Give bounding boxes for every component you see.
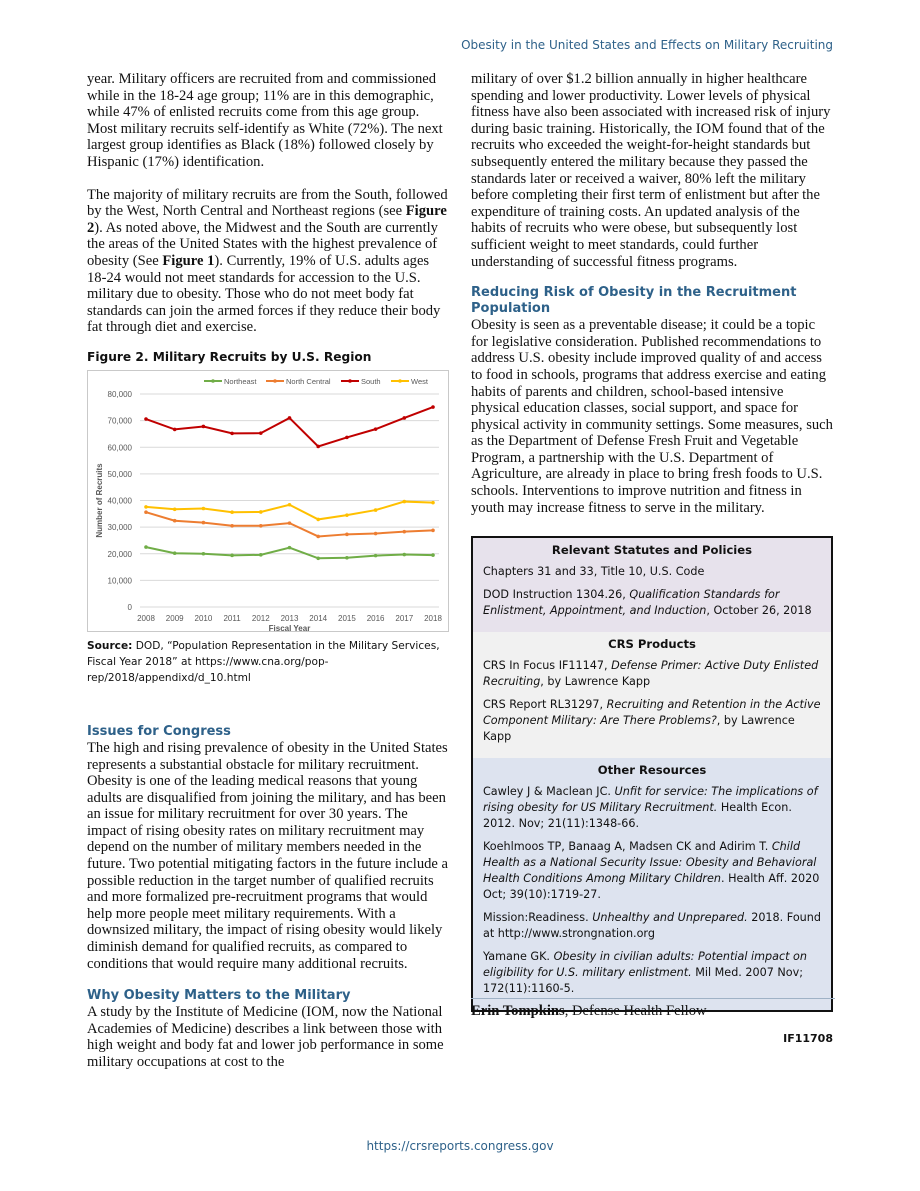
data-point — [144, 510, 148, 514]
legend-label: North Central — [286, 376, 331, 386]
statutes-section — [473, 538, 831, 632]
footer-url: https://crsreports.congress.gov — [366, 1139, 554, 1153]
data-point — [259, 524, 263, 528]
y-tick-label: 10,000 — [107, 576, 132, 586]
figure-ref: Figure 2 — [87, 203, 447, 236]
x-tick-label: 2017 — [395, 613, 414, 623]
paragraph: Obesity is seen as a preventable disease; it could be a topic for legislative consideration. Published recommendations to address U.S. obesity include improved quality of and access to food in schools, programs that address exercise and eating habits of parents and children, school-based intensive physical education classes, social support, and space for physical activity in community settings. Some measures, such as the Department of Defense Fresh Fruit and Vegetable Program, a partnership with the U.S. Department of Agriculture, are already in place to bring fresh foods to U.S. schools. Interventions to improve nutrition and fitness in youth may increase fitness to serve in the military. — [471, 317, 833, 516]
text: Mission:Readiness. — [483, 911, 593, 924]
data-point — [316, 535, 320, 539]
data-point — [230, 524, 234, 528]
paragraph: year. Military officers are recruited from and commissioned while in the 18-24 age group; 11% are in this demographic, while 47% of enlisted recruits come from this age group. Most military recruits self-identify as White (72%). The next largest group identifies as Black (18%) followed closely by Hispanic (17%) identification. — [87, 71, 443, 170]
right-column — [471, 71, 833, 532]
text: ). Currently, 19% of U.S. adults ages 18-24 would not meet standards for accession to the U.S. military due to obesity. Those who do not meet body fat standards can join the armed forces if they reduce their body fat through diet and exercise. — [87, 252, 441, 336]
box-item — [483, 784, 821, 832]
legend-marker — [348, 379, 352, 383]
box-item: Chapters 31 and 33, Title 10, U.S. Code — [483, 565, 705, 578]
data-point — [202, 425, 206, 429]
resources-box — [471, 536, 833, 1012]
text: 2018. Found at http://www.strongnation.org — [483, 911, 821, 940]
source-label: Source: — [87, 639, 133, 652]
text: , by Lawrence Kapp — [540, 675, 651, 688]
data-point — [288, 503, 292, 507]
data-point — [230, 553, 234, 557]
data-point — [374, 427, 378, 431]
paragraph — [87, 187, 449, 336]
figure-source — [87, 638, 447, 686]
data-point — [431, 405, 435, 409]
y-tick-label: 80,000 — [107, 389, 132, 399]
text: Koehlmoos TP, Banaag A, Madsen CK and Adirim T. — [483, 840, 772, 853]
title-text: Obesity in civilian adults: Potential impact on eligibility for U.S. military enlistment. — [483, 950, 807, 979]
x-tick-label: 2010 — [194, 613, 213, 623]
box-heading: Relevant Statutes and Policies — [551, 543, 753, 557]
legend-marker — [398, 379, 402, 383]
data-point — [173, 519, 177, 523]
y-tick-label: 60,000 — [107, 443, 132, 453]
x-tick-label: 2008 — [137, 613, 155, 623]
x-tick-label: 2012 — [251, 613, 270, 623]
data-point — [230, 432, 234, 436]
products-section — [473, 632, 831, 758]
paragraph: military of over $1.2 billion annually in higher healthcare spending and lower productivity. Lower levels of physical fitness have also been associated with increased risk of injury during basic training. Historically, the IOM found that of the recruits who exceeded the weight-for-height standards but subsequently entered the military because they passed the standards later or received a waiver, 80% left the military before completing their first term of enlistment but after the expenditure of training costs. An updated analysis of the habits of recruits who were obese, but subsequently lost sufficient weight to meet standards, could further understanding of successful fitness programs. — [471, 71, 831, 270]
author-line — [471, 1003, 707, 1020]
data-point — [173, 551, 177, 555]
figure-title: Figure 2. Military Recruits by U.S. Region — [87, 349, 372, 364]
author-name: Erin Tompkins — [471, 1003, 565, 1019]
divider — [471, 998, 835, 999]
title-text: Unhealthy and Unprepared. — [592, 911, 748, 924]
y-tick-label: 40,000 — [107, 496, 132, 506]
data-point — [374, 554, 378, 558]
text: , October 26, 2018 — [706, 604, 812, 617]
x-tick-label: 2015 — [338, 613, 356, 623]
paragraph: The high and rising prevalence of obesity in the United States represents a substantial obstacle for military recruitment. Obesity is one of the leading medical reasons that young adults are disqualified from joining the military, and has been an issue for military recruitment for over 30 years. The impact of rising obesity rates on military recruitment may depend on the number of military members needed in the future. Two potential mitigating factors in the future include a possible reduction in the target number of qualified recruits and more formalized pre-recruitment programs that would help more people meet military requirements. With a downsized military, the impact of rising obesity would likely diminish demand for qualified recruits, as compared to conditions that would require many additional recruits. — [87, 739, 449, 972]
box-item — [483, 949, 821, 997]
data-point — [173, 428, 177, 432]
x-tick-label: 2013 — [280, 613, 299, 623]
y-tick-label: 0 — [127, 602, 132, 612]
x-tick-label: 2009 — [165, 613, 184, 623]
chart — [87, 370, 449, 632]
box-heading: CRS Products — [608, 637, 696, 651]
text: Yamane GK. — [483, 950, 554, 963]
data-point — [173, 507, 177, 511]
data-point — [403, 500, 407, 504]
data-point — [288, 546, 292, 550]
resources-section — [473, 758, 831, 1010]
text: The majority of military recruits are from the South, followed by the West, North Central and Northeast regions (see — [87, 186, 448, 220]
section-heading: Issues for Congress — [87, 723, 231, 739]
data-point — [345, 513, 349, 517]
data-point — [431, 528, 435, 532]
author-role: , Defense Health Fellow — [564, 1003, 707, 1019]
data-point — [374, 532, 378, 536]
data-point — [202, 507, 206, 511]
title-text: Defense Primer: Active Duty Enlisted Recruiting — [483, 659, 819, 688]
text: DOD Instruction 1304.26, — [483, 588, 630, 601]
data-point — [144, 545, 148, 549]
text: , by Lawrence Kapp — [483, 714, 795, 743]
series-line-south — [146, 407, 433, 446]
section-heading: Why Obesity Matters to the Military — [87, 988, 351, 1004]
data-point — [259, 553, 263, 557]
data-point — [144, 505, 148, 509]
data-point — [345, 436, 349, 440]
data-point — [374, 508, 378, 512]
chart-svg — [88, 371, 448, 631]
text: Health Econ. 2012. Nov; 21(11):1348-66. — [483, 801, 792, 830]
data-point — [316, 445, 320, 449]
text: . Health Aff. 2020 Oct; 39(10):1719-27. — [483, 872, 820, 901]
data-point — [403, 553, 407, 557]
legend-label: South — [361, 376, 381, 386]
box-item — [483, 910, 821, 942]
data-point — [144, 417, 148, 421]
paragraph: A study by the Institute of Medicine (IOM, now the National Academies of Medicine) describes a link between those with high weight and body fat and lower job performance in some military occupations at cost to the — [87, 1004, 444, 1070]
box-item — [483, 587, 821, 619]
data-point — [403, 530, 407, 534]
x-tick-label: 2016 — [366, 613, 385, 623]
x-axis-label: Fiscal Year — [268, 623, 311, 631]
x-tick-label: 2011 — [223, 613, 241, 623]
text: CRS Report RL31297, — [483, 698, 607, 711]
data-point — [288, 521, 292, 525]
text: CRS In Focus IF11147, — [483, 659, 612, 672]
text: Cawley J & Maclean JC. — [483, 785, 615, 798]
data-point — [202, 552, 206, 556]
box-item — [483, 658, 821, 690]
x-tick-label: 2018 — [424, 613, 442, 623]
box-item — [483, 839, 821, 903]
legend-marker — [211, 379, 215, 383]
y-tick-label: 20,000 — [107, 549, 132, 559]
running-title: Obesity in the United States and Effects on Military Recruiting — [461, 38, 833, 52]
data-point — [431, 553, 435, 557]
x-tick-label: 2014 — [309, 613, 328, 623]
left-column — [87, 71, 449, 1087]
data-point — [288, 416, 292, 420]
title-text: Child Health as a National Security Issue: Obesity and Behavioral Health Conditions Among Military Children — [483, 840, 817, 885]
text: ). As noted above, the Midwest and the South are currently the areas of the United States with the highest prevalence of obesity (See — [87, 219, 438, 269]
data-point — [345, 532, 349, 536]
product-code: IF11708 — [783, 1032, 833, 1045]
section-heading: Reducing Risk of Obesity in the Recruitment Population — [471, 285, 797, 317]
y-tick-label: 30,000 — [107, 523, 132, 533]
title-text: Unfit for service: The implications of rising obesity for US Military Recruitment. — [483, 785, 818, 814]
y-tick-label: 50,000 — [107, 469, 132, 479]
y-tick-label: 70,000 — [107, 416, 132, 426]
text: Mil Med. 2007 Nov; 172(11):1160-5. — [483, 966, 804, 995]
data-point — [230, 510, 234, 514]
title-text: Qualification Standards for Enlistment, Appointment, and Induction — [483, 588, 780, 617]
title-text: Recruiting and Retention in the Active Component Military: Are There Problems? — [483, 698, 821, 727]
data-point — [259, 431, 263, 435]
box-item — [483, 697, 821, 745]
figure-ref: Figure 1 — [162, 252, 215, 269]
data-point — [259, 510, 263, 514]
legend-marker — [273, 379, 277, 383]
data-point — [431, 501, 435, 505]
legend-label: West — [411, 376, 428, 386]
data-point — [316, 556, 320, 560]
data-point — [316, 518, 320, 522]
box-heading: Other Resources — [597, 763, 707, 777]
legend-label: Northeast — [224, 376, 257, 386]
source-text: DOD, “Population Representation in the Military Services, Fiscal Year 2018” at https://www.cna.org/pop-rep/2018/appendixd/d_10.html — [87, 639, 440, 684]
data-point — [403, 416, 407, 420]
data-point — [345, 556, 349, 560]
y-axis-label: Number of Recruits — [95, 463, 104, 538]
data-point — [202, 521, 206, 525]
